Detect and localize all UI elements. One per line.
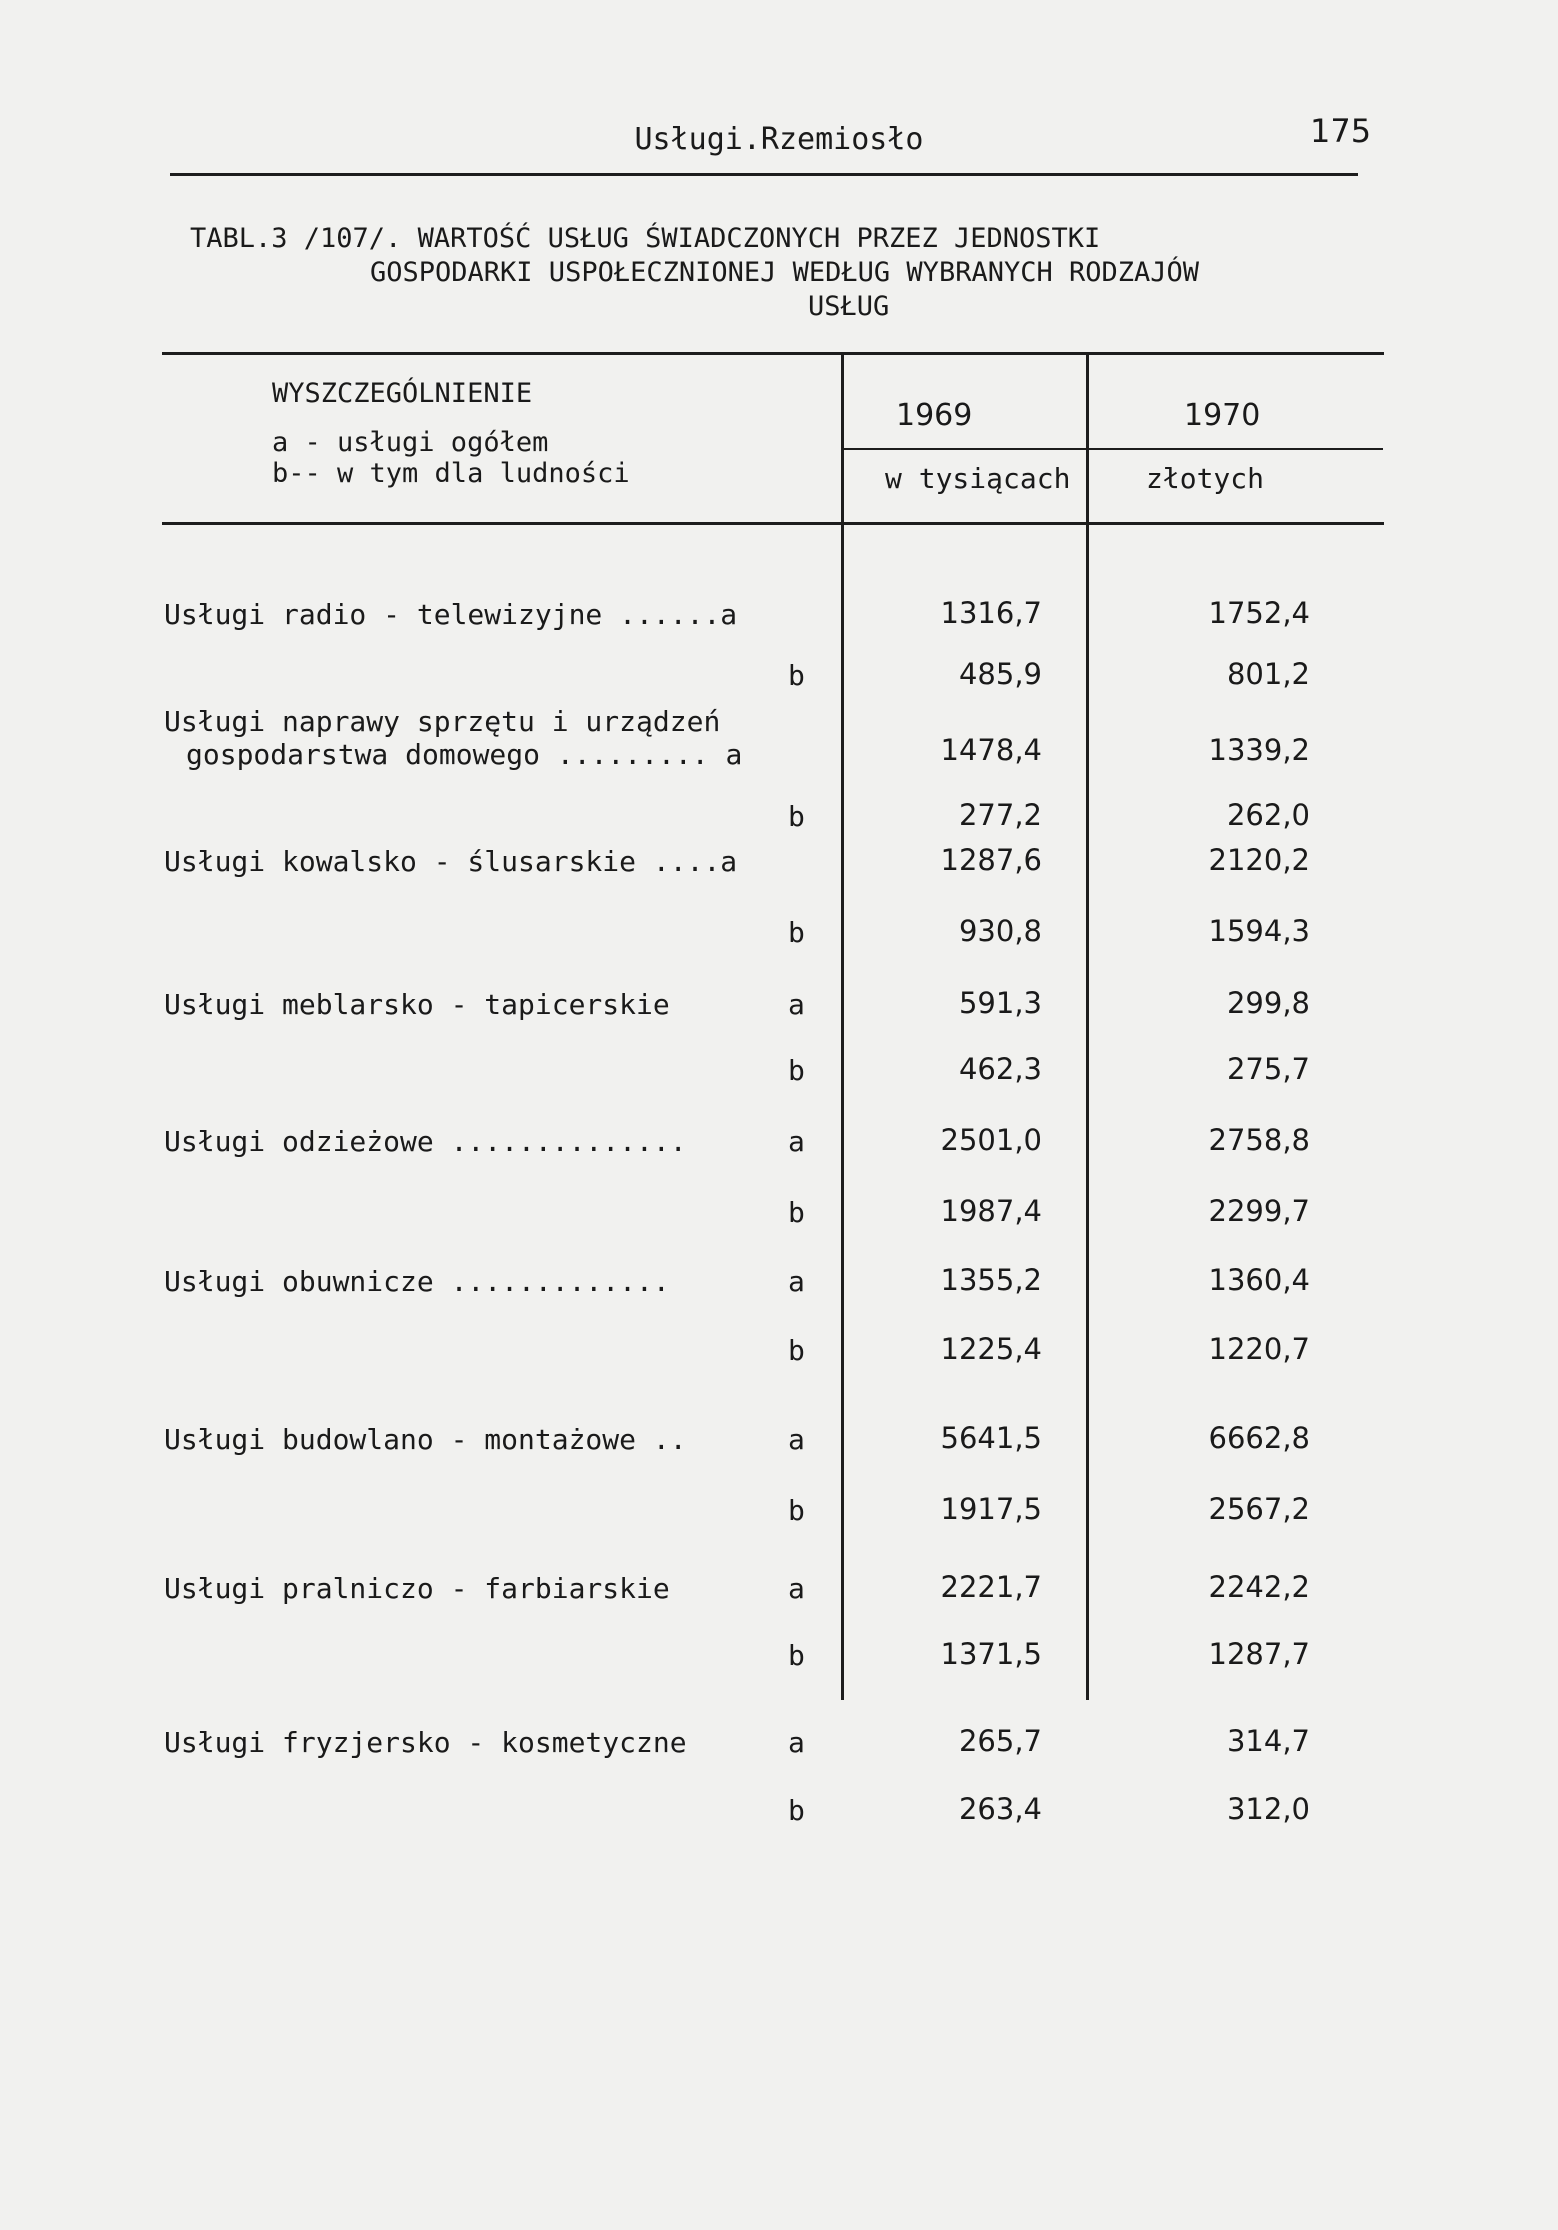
table-top-rule	[162, 352, 1384, 355]
value-a-1969: 1478,4	[940, 733, 1042, 767]
year-1969: 1969	[896, 398, 973, 433]
value-a-1970: 1752,4	[1208, 596, 1310, 630]
value-a-1969: 2501,0	[940, 1123, 1042, 1157]
row-label	[164, 988, 670, 1021]
legend-b: b-- w tym dla ludności	[272, 458, 630, 489]
value-a-1970: 1339,2	[1208, 733, 1310, 767]
unit-label-1: w tysiącach	[885, 462, 1071, 495]
row-label	[164, 845, 737, 878]
value-b-1969: 485,9	[958, 657, 1042, 691]
value-b-1970: 312,0	[1226, 1792, 1310, 1826]
value-a-1970: 2120,2	[1208, 843, 1310, 877]
row-label	[164, 598, 737, 631]
unit-label-2: złotych	[1146, 462, 1265, 495]
table-title-line-3: USŁUG	[808, 291, 890, 322]
row-label-line-1: Usługi obuwnicze .............	[164, 1265, 670, 1298]
row-label-line-1: Usługi meblarsko - tapicerskie	[164, 988, 670, 1021]
value-a-1970: 2242,2	[1208, 1570, 1310, 1604]
value-a-1969: 5641,5	[940, 1421, 1042, 1455]
value-a-1969: 1355,2	[940, 1263, 1042, 1297]
row-marker-b: b	[788, 1639, 805, 1672]
row-label-line-1: Usługi pralniczo - farbiarskie	[164, 1572, 670, 1605]
value-b-1970: 275,7	[1226, 1052, 1310, 1086]
value-a-1969: 1287,6	[940, 843, 1042, 877]
page-number: 175	[1310, 112, 1372, 150]
value-a-1970: 6662,8	[1208, 1421, 1310, 1455]
row-marker-b: b	[788, 1334, 805, 1367]
row-marker-a: a	[788, 1125, 805, 1158]
value-a-1970: 2758,8	[1208, 1123, 1310, 1157]
stub-title: WYSZCZEGÓLNIENIE	[272, 378, 533, 409]
row-label	[164, 1726, 687, 1759]
value-b-1970: 262,0	[1226, 798, 1310, 832]
legend-a: a - usługi ogółem	[272, 427, 549, 458]
row-marker-a: a	[788, 1265, 805, 1298]
row-marker-a: a	[788, 1572, 805, 1605]
running-head: Usługi.Rzemiosło	[634, 122, 924, 157]
value-b-1969: 1917,5	[940, 1492, 1042, 1526]
value-b-1969: 1225,4	[940, 1332, 1042, 1366]
table-title-line-1: TABL.3 /107/. WARTOŚĆ USŁUG ŚWIADCZONYCH PRZEZ JEDNOSTKI	[190, 223, 1101, 254]
row-marker-b: b	[788, 659, 805, 692]
row-marker-b: b	[788, 800, 805, 833]
stub-column-divider	[841, 352, 844, 1700]
header-bottom-rule	[162, 522, 1384, 525]
row-label-line-1: Usługi kowalsko - ślusarskie ....a	[164, 845, 738, 878]
table-title	[190, 222, 1370, 324]
value-b-1969: 1371,5	[940, 1637, 1042, 1671]
value-a-1969: 265,7	[958, 1724, 1042, 1758]
value-b-1969: 1987,4	[940, 1194, 1042, 1228]
value-b-1970: 1594,3	[1208, 914, 1310, 948]
value-b-1969: 263,4	[958, 1792, 1042, 1826]
year-divider-rule	[841, 448, 1383, 450]
value-b-1970: 1220,7	[1208, 1332, 1310, 1366]
row-label-line-1: Usługi fryzjersko - kosmetyczne	[164, 1726, 687, 1759]
row-marker-b: b	[788, 1494, 805, 1527]
year-1970: 1970	[1184, 398, 1261, 433]
value-b-1970: 1287,7	[1208, 1637, 1310, 1671]
row-marker-b: b	[788, 1054, 805, 1087]
row-marker-b: b	[788, 1196, 805, 1229]
row-label-line-1: Usługi radio - telewizyjne ......a	[164, 598, 738, 631]
value-b-1969: 462,3	[958, 1052, 1042, 1086]
row-label	[164, 1423, 687, 1456]
head-rule	[170, 173, 1358, 176]
row-label-line-1: Usługi odzieżowe ..............	[164, 1125, 687, 1158]
value-a-1970: 299,8	[1226, 986, 1310, 1020]
table-title-line-2: GOSPODARKI USPOŁECZNIONEJ WEDŁUG WYBRANYCH RODZAJÓW	[370, 257, 1200, 288]
row-label	[164, 705, 742, 771]
row-marker-a: a	[788, 1726, 805, 1759]
value-a-1970: 1360,4	[1208, 1263, 1310, 1297]
row-marker-a: a	[788, 1423, 805, 1456]
row-label	[164, 1125, 687, 1158]
value-a-1969: 2221,7	[940, 1570, 1042, 1604]
value-b-1969: 930,8	[958, 914, 1042, 948]
value-b-1970: 2299,7	[1208, 1194, 1310, 1228]
row-marker-a: a	[788, 988, 805, 1021]
value-a-1969: 1316,7	[940, 596, 1042, 630]
value-b-1970: 2567,2	[1208, 1492, 1310, 1526]
value-b-1970: 801,2	[1226, 657, 1310, 691]
year-column-divider	[1086, 352, 1089, 1700]
row-label	[164, 1265, 670, 1298]
value-a-1969: 591,3	[958, 986, 1042, 1020]
row-marker-b: b	[788, 1794, 805, 1827]
row-label	[164, 1572, 670, 1605]
row-label-line-1: Usługi budowlano - montażowe ..	[164, 1423, 687, 1456]
value-b-1969: 277,2	[958, 798, 1042, 832]
value-a-1970: 314,7	[1226, 1724, 1310, 1758]
row-label-line-1: Usługi naprawy sprzętu i urządzeń	[164, 705, 721, 738]
row-label-line-2: gospodarstwa domowego ......... a	[186, 738, 743, 771]
row-marker-b: b	[788, 916, 805, 949]
